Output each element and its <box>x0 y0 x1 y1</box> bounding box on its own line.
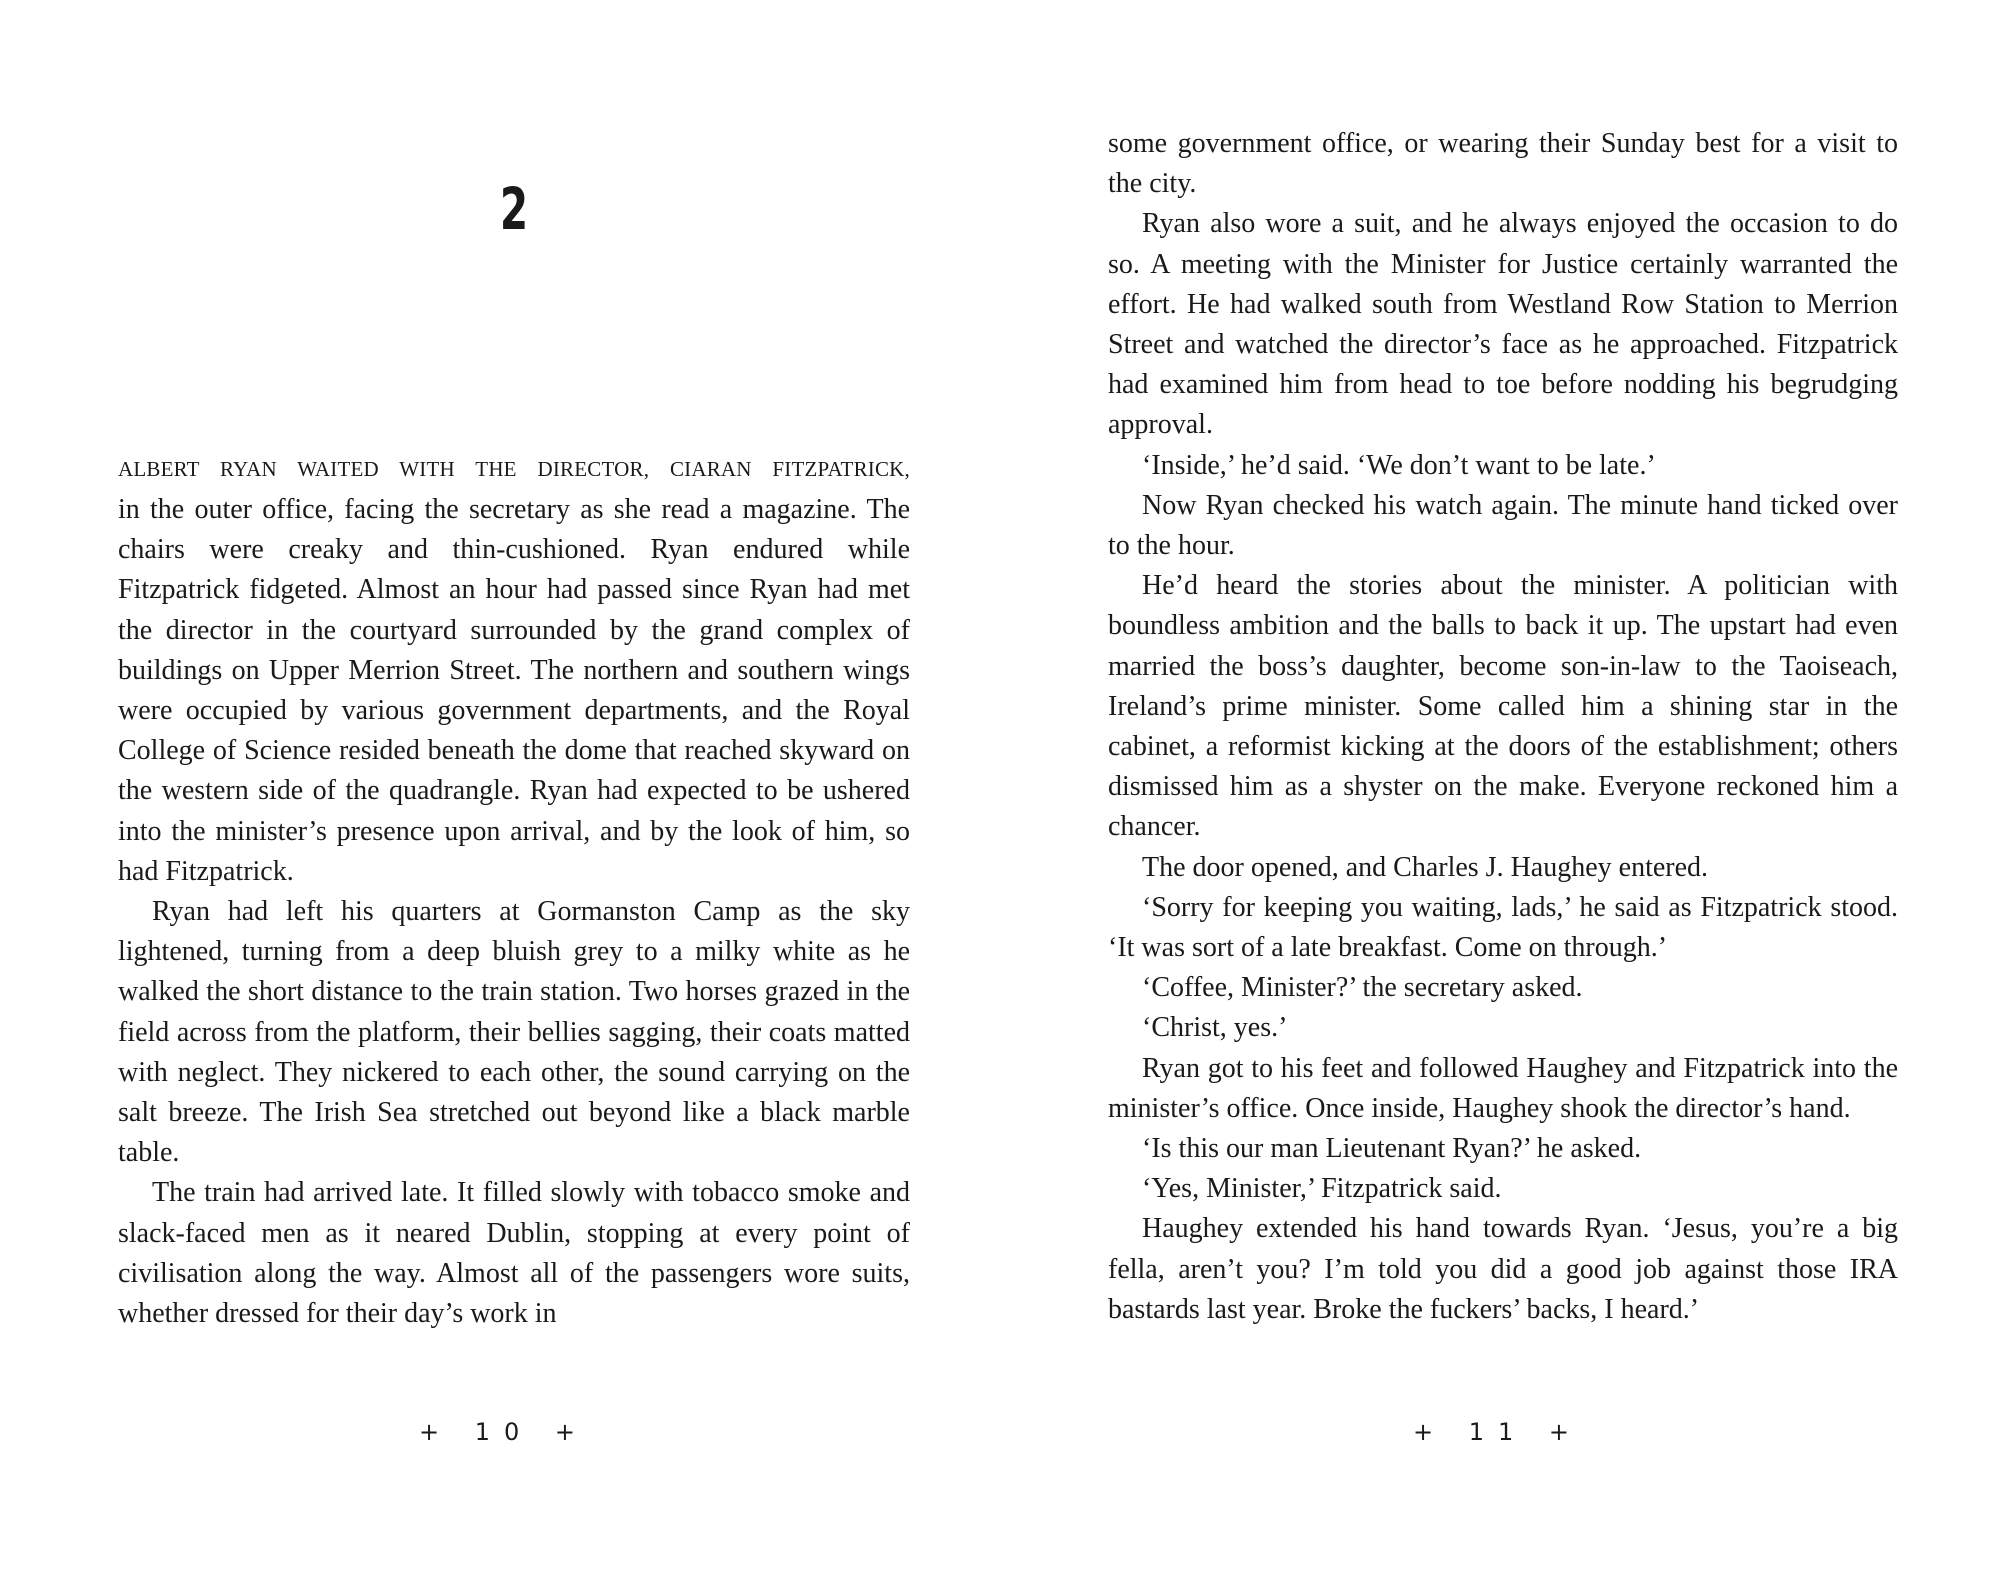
paragraph: ‘Christ, yes.’ <box>1142 1012 1288 1044</box>
chapter-number: 2 <box>499 175 529 243</box>
page-number-right: + 11 + <box>1412 1418 1583 1446</box>
paragraph: He’d heard the stories about the minister. A politician with boundless ambition and the balls to back it up. The upstart had even married the boss’s daughter, become son-in-law to the Taoiseach, Ireland’s prime minister. Some called him a shining star in the cabinet, a reformist kicking at the doors of the establishment; others dismissed him as a shyster on the make. Everyone reckoned him a chancer. <box>1108 570 1898 843</box>
paragraph: Ryan got to his feet and followed Haughey and Fitzpatrick into the minister’s office. Once inside, Haughey shook the director’s hand. <box>1108 1052 1898 1124</box>
paragraph: The door opened, and Charles J. Haughey entered. <box>1142 851 1709 883</box>
paragraph: Ryan had left his quarters at Gormanston Camp as the sky lightened, turning from a deep bluish grey to a milky white as he walked the short distance to the train station. Two horses grazed in the field across from the platform, their bellies sagging, their coats matted with neglect. They nickered to each other, the sound carrying on the salt breeze. The Irish Sea stretched out beyond like a black marble table. <box>118 896 910 1169</box>
paragraph: ‘Coffee, Minister?’ the secretary asked. <box>1142 972 1583 1004</box>
left-text-block <box>118 454 910 1334</box>
paragraph: ‘Yes, Minister,’ Fitzpatrick said. <box>1142 1173 1502 1205</box>
opening-small-caps: ALBERT RYAN WAITED WITH THE DIRECTOR, CIARAN FITZPATRICK, <box>118 457 910 481</box>
paragraph: ‘Is this our man Lieutenant Ryan?’ he asked. <box>1142 1133 1642 1165</box>
page-number-left: + 10 + <box>418 1418 589 1446</box>
paragraph: The train had arrived late. It filled slowly with tobacco smoke and slack-faced men as it neared Dublin, stopping at every point of civilisation along the way. Almost all of the passengers wore suits, whether dressed for their day’s work in <box>118 1177 910 1330</box>
opening-text: in the outer office, facing the secretary as she read a magazine. The chairs were creaky and thin-cushioned. Ryan endured while Fitzpatrick fidgeted. Almost an hour had passed since Ryan had met the director in the courtyard surrounded by the grand complex of buildings on Upper Merrion Street. The northern and southern wings were occupied by various government departments, and the Royal College of Science resided beneath the dome that reached skyward on the western side of the quadrangle. Ryan had expected to be ushered into the minister’s presence upon arrival, and by the look of him, so had Fitzpatrick. <box>118 494 910 887</box>
left-page <box>118 0 910 1574</box>
continuation-paragraph: some government office, or wearing their Sunday best for a visit to the city. <box>1108 128 1898 200</box>
opening-paragraph <box>118 454 910 892</box>
paragraph: Haughey extended his hand towards Ryan. ‘Jesus, you’re a big fella, aren’t you? I’m told you did a good job against those IRA bastards last year. Broke the fuckers’ backs, I heard.’ <box>1108 1213 1898 1325</box>
right-page <box>1108 0 1898 1574</box>
paragraph: Now Ryan checked his watch again. The minute hand ticked over to the hour. <box>1108 489 1898 562</box>
right-text-block <box>1108 124 1898 1330</box>
paragraph: Ryan also wore a suit, and he always enjoyed the occasion to do so. A meeting with the Minister for Justice certainly warranted the effort. He had walked south from Westland Row Station to Merrion Street and watched the director’s face as he approached. Fitzpatrick had examined him from head to toe before nodding his begrudging approval. <box>1108 208 1898 441</box>
paragraph: ‘Inside,’ he’d said. ‘We don’t want to be late.’ <box>1142 449 1656 481</box>
paragraph: ‘Sorry for keeping you waiting, lads,’ he said as Fitzpatrick stood. ‘It was sort of a late breakfast. Come on through.’ <box>1108 891 1898 964</box>
